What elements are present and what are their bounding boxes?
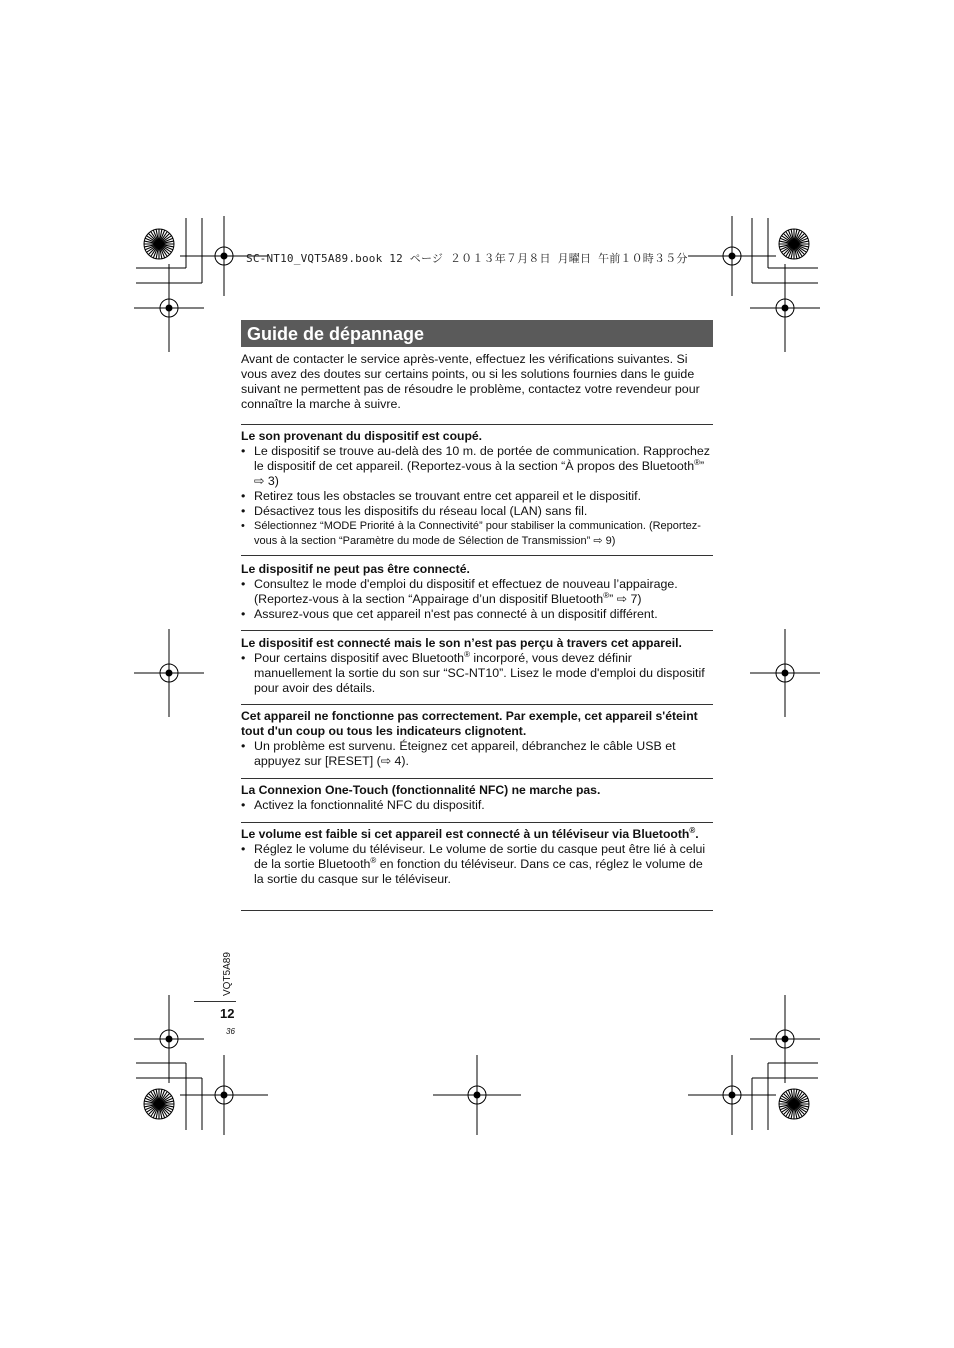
divider [241,424,713,425]
divider [241,704,713,705]
troubleshoot-section-sound-cut [241,429,713,549]
divider [241,778,713,779]
troubleshoot-section-cannot-connect [241,562,713,622]
page-number: 12 [220,1006,235,1021]
problem-heading: Le dispositif ne peut pas être connecté. [241,562,470,576]
model-code: VQT5A89 [222,952,233,996]
divider [241,910,713,911]
sheet-number: 36 [226,1027,235,1036]
solution-item: • Un problème est survenu. Éteignez cet appareil, débranchez le câble USB et appuyez sur [RESET] (⇨ 4). [241,739,713,769]
solution-item: • Désactivez tous les dispositifs du réseau local (LAN) sans fil. [241,504,713,519]
troubleshoot-section-no-sound [241,636,713,696]
solution-item: • Assurez-vous que cet appareil n'est pas connecté à un dispositif différent. [241,607,713,622]
page-number-rule [194,1001,236,1002]
problem-heading: Le dispositif est connecté mais le son n’est pas perçu à travers cet appareil. [241,636,682,650]
solution-item: • Le dispositif se trouve au-delà des 10 m. de portée de communication. Rapprochez le dispositif de cet appareil. (Reportez-vous à la section “À propos des Bluetooth®” ⇨ 3) [241,444,713,489]
troubleshoot-section-nfc [241,783,713,813]
solution-item: • Consultez le mode d'emploi du dispositif et effectuez de nouveau l’appairage. (Reportez-vous à la section “Appairage d’un dispositif Bluetooth®” ⇨ 7) [241,577,713,607]
problem-heading: Le volume est faible si cet appareil est connecté à un téléviseur via Bluetooth®. [241,825,699,841]
solution-item: • Activez la fonctionnalité NFC du dispositif. [241,798,713,813]
solution-item: • Pour certains dispositif avec Bluetooth® incorporé, vous devez définir manuellement la sortie du son sur “SC-NT10”. Lisez le mode d'emploi du dispositif pour avoir des détails. [241,651,713,696]
troubleshoot-section-low-volume-tv [241,827,713,887]
divider [241,555,713,556]
troubleshoot-section-malfunction [241,709,713,769]
problem-heading: La Connexion One-Touch (fonctionnalité NFC) ne marche pas. [241,783,601,797]
intro-paragraph: Avant de contacter le service après-vente, effectuez les vérifications suivantes. Si vous avez des doutes sur certains points, ou si les solutions fournies dans le guide suivant ne permettent pas de résoudre le problème, contactez votre revendeur pour connaître la marche à suivre. [241,352,700,411]
problem-heading: Le son provenant du dispositif est coupé. [241,429,483,443]
divider [241,630,713,631]
solution-item: • Réglez le volume du téléviseur. Le volume de sortie du casque peut être lié à celui de la sortie Bluetooth® en fonction du téléviseur. Dans ce cas, réglez le volume de la sortie du casque sur le téléviseur. [241,842,713,887]
problem-heading: Cet appareil ne fonctionne pas correctement. Par exemple, cet appareil s'éteint tout d'un coup ou tous les indicateurs clignotent. [241,709,698,738]
solution-item: • Retirez tous les obstacles se trouvant entre cet appareil et le dispositif. [241,489,713,504]
section-title-bar [241,320,713,347]
print-header-line: SC-NT10_VQT5A89.book 12 ページ ２０１３年７月８日 月曜日 午前１０時３５分 [246,252,688,265]
page-title: Guide de dépannage [247,324,425,344]
solution-item: • Sélectionnez “MODE Priorité à la Connectivité” pour stabiliser la communication. (Reportez-vous à la section “Paramètre du mode de Sélection de Transmission” ⇨ 9) [241,519,713,549]
divider [241,822,713,823]
